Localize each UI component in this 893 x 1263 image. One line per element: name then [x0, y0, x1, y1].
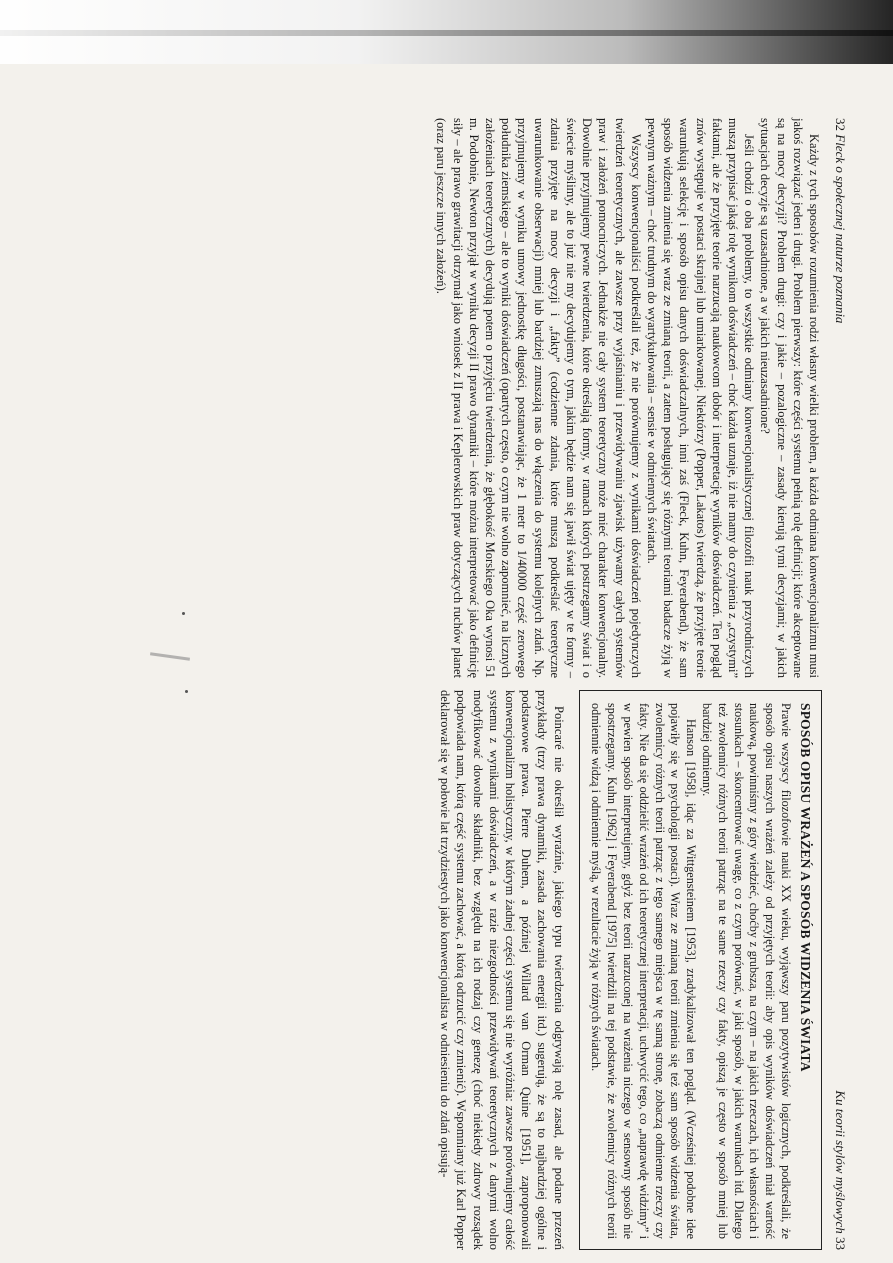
- left-page-block: [433, 118, 848, 678]
- right-page-number: 33: [833, 1237, 848, 1250]
- left-page-header: [832, 118, 848, 678]
- scan-speck: [185, 690, 188, 693]
- box-paragraph-2: Hanson [1958], idąc za Wittgensteinem [1953], zradykalizował ten pogląd. (Wcześniej podobne idee pojawiły się w psychologii postaci). Wraz ze zmianą teorii zmienia się też sam sposób widzenia świata, zwolennicy różnych teorii patrząc z tego samego miejsca w tę samą stronę, zobaczą odmienne rzeczy czy fakty. Nie da się oddzielić wrażeń od ich teoretycznej interpretacji, uchwycić tego, co „naprawdę widzimy” i w pewien sposób interpretujemy, gdyż bez teorii narzuconej na wrażenia niczego w sensowny sposób nie spostrzegamy. Kuhn [1962] i Feyerabend [1975] twierdzili na tej podstawie, że zwolennicy różnych teorii odmiennie widzą i odmiennie myślą, w rezultacie żyją w różnych światach.: [589, 703, 699, 1239]
- right-header-text: [832, 1090, 848, 1250]
- box-paragraph-1: Prawie wszyscy filozofowie nauki XX wieku, wyjąwszy paru pozytywistów logicznych, podkreślali, że sposób opisu naszych wrażeń zależy od przyjętych teorii: aby opis wyników doświadczeń miał wartość naukową, powinniśmy z góry wiedzieć, choćby z grubsza, na czym – na jakich rzeczach, ich własnościach i stosunkach – skoncentrować uwagę, co z czym porównać, w jaki sposób, w jakich warunkach itd. Dlatego też zwolennicy różnych teorii patrząc na te same rzeczy czy fakty, opiszą je często w sposób mniej lub bardziej odmienny.: [700, 703, 793, 1239]
- right-paragraph-1: Poincaré nie określił wyraźnie, jakiego typu twierdzenia odgrywają rolę zasad, ale podane przezeń przykłady (trzy prawa dynamiki, zasada zachowania energii itd.) sugerują, że są to najbardziej ogólne i podstawowe prawa. Pierre Duhem, a później Willard van Orman Quine [1951], zaproponowali konwencjonalizm holistyczny, w którym żadnej części systemu się nie wyróżnia: zawsze porównujemy całość systemu z wynikami doświadczeń, a w razie niezgodności przewidywań teoretycznych z danymi wolno modyfikować dowolne składniki, bez względu na ich rodzaj czy genezę (choć niekiedy zdrowy rozsądek podpowiada nam, którą część systemu zachować, a którą odrzucić czy zmienić). Wspomniany już Karl Popper deklarował się w połowie lat trzydziestych jako konwencjonalista w odniesieniu do zdań opisują-: [438, 690, 566, 1250]
- right-page-block: [437, 690, 848, 1250]
- scan-speck: [182, 612, 185, 615]
- right-page-header: [832, 690, 848, 1250]
- scan-edge-line: [0, 30, 893, 36]
- left-running-title: Fleck o społecznej naturze poznania: [833, 134, 848, 324]
- sidebar-box: [579, 690, 822, 1250]
- right-running-title: Ku teorii stylów myślowych: [833, 1090, 848, 1234]
- left-paragraph-3: Wszyscy konwencjonaliści podkreślali też, że nie porównujemy z wynikami doświadczeń pojedynczych twierdzeń teoretycznych, ale zawsze przy wyjaśnianiu i przewidywaniu zjawisk używamy całych systemów praw i założeń pomocniczych. Jednakże nie cały system teoretyczny może mieć charakter konwencjonalny. Dowolnie przyjmujemy pewne twierdzenia, które określają formy, w ramach których postrzegamy świat i o świecie myślimy, ale to już nie my decydujemy o tym, jakim będzie nam się jawił świat ujęty w te formy – zdania przyjęte na mocy decyzji i „fakty” (codzienne zdania, które muszą podkreślać teoretyczne uwarunkowanie obserwacji) mniej lub bardziej zmuszają nas do włączenia do systemu kolejnych zdań. Np. przyjmujemy w wyniku umowy jednostkę długości, postanawiając, że 1 metr to 1/40000 część zerowego południka ziemskiego – ale to wyniki doświadczeń (opartych często, o czym nie wolno zapomnieć, na licznych założeniach teoretycznych) decydują potem o przyjęciu twierdzenia, że głębokość Morskiego Oka wynosi 51 m. Podobnie, Newton przyjął w wyniku decyzji II prawo dynamiki – które można interpretować jako definicję siły – ale prawo grawitacji otrzymał jako wniosek z II prawa i Keplerowskich praw dotyczących ruchów planet (oraz paru jeszcze innych założeń).: [434, 118, 643, 678]
- left-page-number: 32: [833, 118, 848, 131]
- left-header-text: [832, 118, 848, 323]
- scan-smudge: [150, 652, 190, 661]
- left-paragraph-1: Każdy z tych sposobów rozumienia rodzi własny wielki problem, a każda odmiana konwencjonalizmu musi jakoś rozwiązać jeden i drugi. Problem pierwszy: które części systemu pełnią rolę definicji; które akceptowane są na mocy decyzji? Problem drugi: czy i jakie – pozalogiczne – zasady kierują tymi decyzjami; w jakich sytuacjach decyzje są uzasadnione, a w jakich nieuzasadnione?: [758, 118, 821, 678]
- box-title: SPOSÓB OPISU WRAŻEŃ A SPOSÓB WIDZENIA ŚWIATA: [798, 703, 813, 1072]
- left-paragraph-2: Jeśli chodzi o oba problemy, to wszystkie odmiany konwencjonalistycznej filozofii nauk przyrodniczych muszą przypisać jakąś rolę wynikom doświadczeń – choć każda uznaje, iż nie mamy do czynienia z „czystymi” faktami, ale że przyjęte teorie narzucają naukowcom dobór i interpretację wyników doświadczeń. Ten pogląd znów występuje w postaci skrajnej lub umiarkowanej. Niektórzy (Popper, Lakatos) twierdzą, że przyjęte teorie warunkują selekcję i sposób opisu danych doświadczalnych, inni zaś (Fleck, Kuhn, Feyerabend), że sam sposób widzenia zmienia się wraz ze zmianą teorii, a zatem posługujący się różnymi teoriami badacze żyją w pewnym ważnym – choć trudnym do wyartykułowania – sensie w odmiennych światach.: [644, 118, 757, 678]
